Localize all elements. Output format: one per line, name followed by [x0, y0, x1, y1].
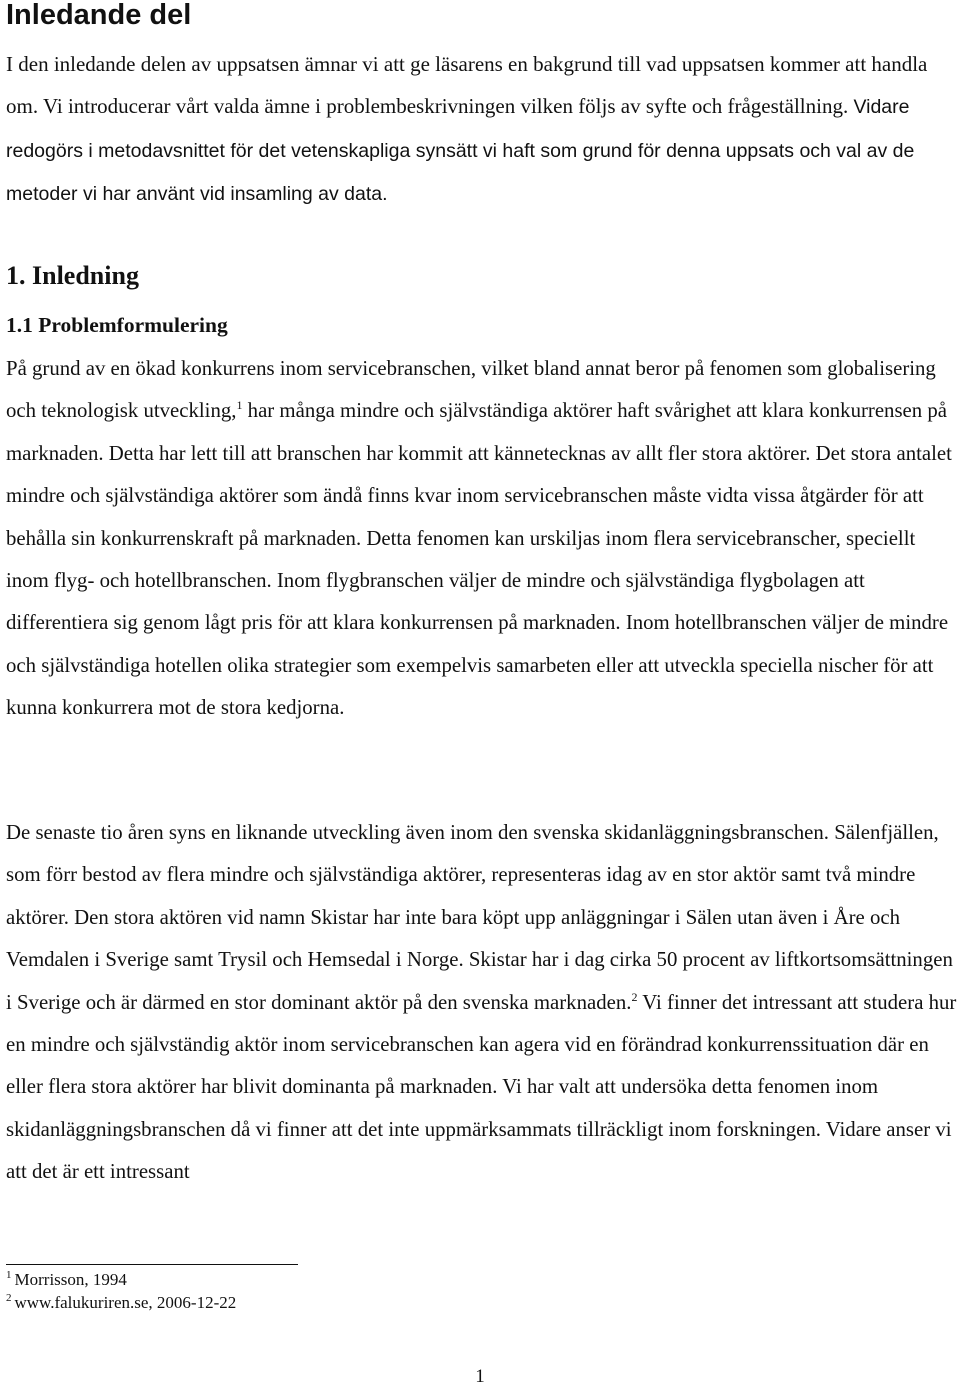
paragraph-2-text-a: De senaste tio åren syns en liknande utveckling även inom den svenska skidanläggningsbranschen. Sälenfjällen, som förr bestod av flera mindre och självständiga aktörer, representeras idag av en stor aktör samt två mindre aktörer. Den stora aktören vid namn Skistar har inte bara köpt upp anläggningar i Sälen utan även i Åre och Vemdalen i Sverige samt Trysil och Hemsedal i Norge. Skistar har i dag cirka 50 procent av liftkortsomsättningen i Sverige och är därmed en stor dominant aktör på den svenska marknaden.	[6, 821, 953, 1014]
footnote-item	[6, 1291, 236, 1314]
paragraph-1-text-b: har många mindre och självständiga aktörer haft svårighet att klara konkurrensen på marknaden. Detta har lett till att branschen har kommit att kännetecknas av allt fler stora aktörer. Det stora antalet mindre och självständiga aktörer som ändå finns kvar inom servicebranschen måste vidta vissa åtgärder för att behålla sin konkurrenskraft på marknaden. Detta fenomen kan urskiljas inom flera servicebranscher, speciellt inom flyg- och hotellbranschen. Inom flygbranschen väljer de mindre och självständiga flygbolagen att differentiera sig genom lågt pris för att klara konkurrensen på marknaden. Inom hotellbranschen väljer de mindre och självständiga hotellen olika strategier som exempelvis samarbeten eller att utveckla speciella nischer för att kunna konkurrera mot de stora kedjorna.	[6, 399, 952, 720]
subsection-title: 1.1 Problemformulering	[6, 313, 228, 337]
page-number: 1	[475, 1366, 485, 1387]
footnote-text: www.falukuriren.se, 2006-12-22	[14, 1293, 237, 1312]
intro-paragraph	[6, 43, 956, 216]
footnote-divider	[6, 1264, 298, 1265]
footnote-ref-1: 1	[236, 398, 243, 413]
paragraph-1-text-a: På grund av en ökad konkurrens inom servicebranschen, vilket bland annat beror på fenomen som globalisering och teknologisk utveckling,	[6, 357, 936, 423]
footnote-number: 1	[6, 1269, 12, 1282]
footnote-text: Morrisson, 1994	[14, 1270, 127, 1289]
footnote-item	[6, 1268, 236, 1291]
footnotes	[6, 1268, 236, 1314]
paragraph-2-text-b: Vi finner det intressant att studera hur en mindre och självständig aktör inom servicebranschen kan agera vid en förändrad konkurrenssituation där en eller flera stora aktörer har blivit dominanta på marknaden. Vi har valt att undersöka detta fenomen inom skidanläggningsbranschen då vi finner att det inte uppmärksammats tillräckligt inom forskningen. Vidare anser vi att det är ett intressant	[6, 990, 957, 1184]
footnote-ref-2: 2	[631, 989, 638, 1004]
intro-text-sans: Vidare redogörs i metodavsnittet för det vetenskapliga synsätt vi haft som grund för denna uppsats och val av de metoder vi har använt vid insamling av data.	[6, 96, 915, 206]
footnote-number: 2	[6, 1292, 12, 1305]
body-paragraph-1	[6, 348, 958, 730]
document-heading: Inledande del	[6, 0, 192, 31]
body-paragraph-2	[6, 812, 958, 1194]
section-title: 1. Inledning	[6, 261, 139, 290]
intro-text-serif: I den inledande delen av uppsatsen ämnar vi att ge läsarens en bakgrund till vad uppsatsen kommer att handla om. Vi introducerar vårt valda ämne i problembeskrivningen vilken följs av syfte och frågeställning.	[6, 52, 928, 119]
